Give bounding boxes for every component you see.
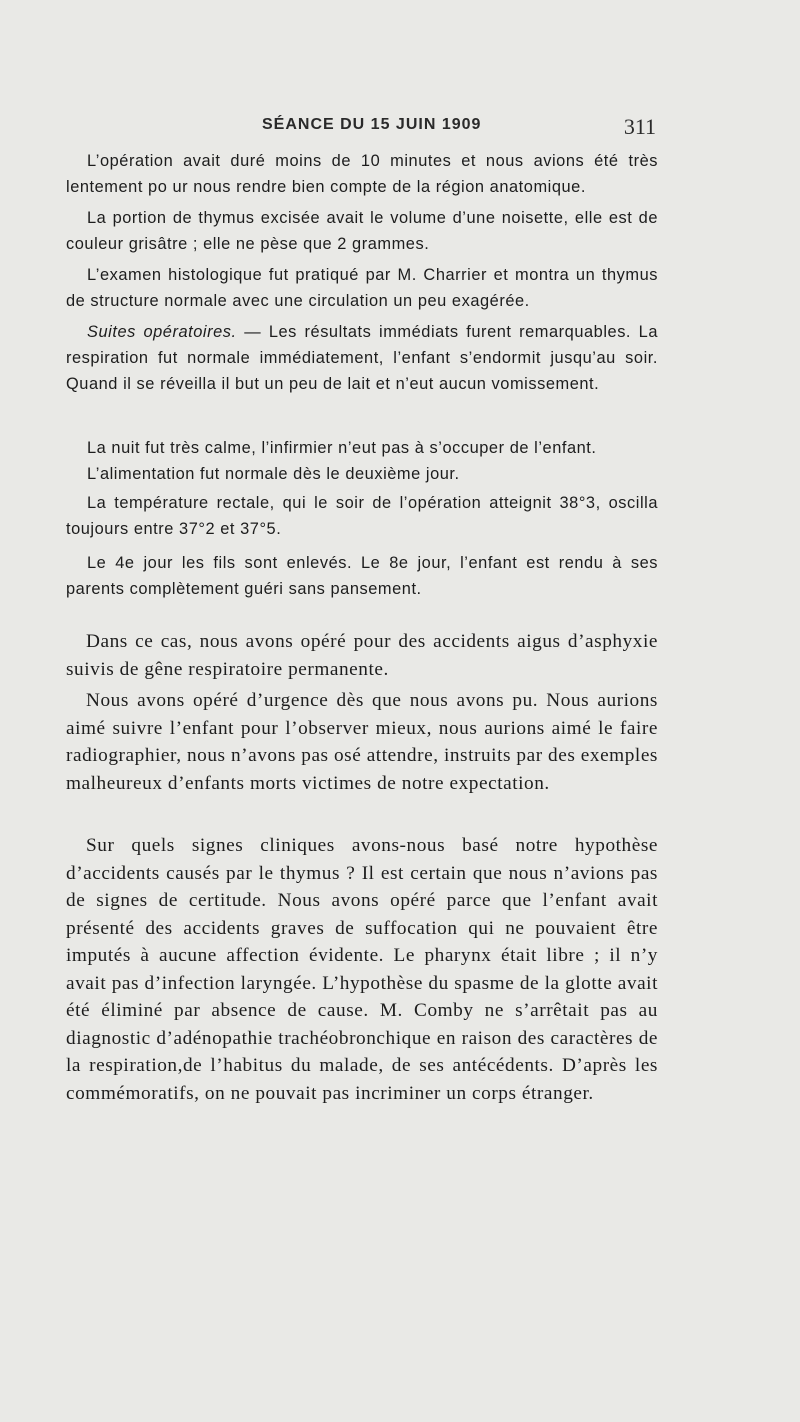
page-number: 311 xyxy=(623,114,656,139)
paragraph-postoperative xyxy=(66,319,658,398)
paragraph-histology: L’examen histologique fut pratiqué par M. Charrier et montra un thymus de structure normale avec une circulation un peu exagérée. xyxy=(66,266,658,311)
paragraph-stitches-removed: Le 4e jour les fils sont enlevés. Le 8e jour, l’enfant est rendu à ses parents complètement guéri sans pansement. xyxy=(66,554,658,599)
paragraph-feeding: L’alimentation fut normale dès le deuxième jour. xyxy=(87,465,460,483)
paragraph-thymus-excised: La portion de thymus excisée avait le volume d’une noisette, elle est de couleur grisâtre ; elle ne pèse que 2 grammes. xyxy=(66,209,658,254)
postoperative-heading: Suites opératoires. xyxy=(87,323,237,341)
paragraph-case-summary: Dans ce cas, nous avons opéré pour des accidents aigus d’asphyxie suivis de gêne respiratoire permanente. xyxy=(66,631,658,680)
paragraph-operation-duration: L’opération avait duré moins de 10 minutes et nous avions été très lentement po ur nous rendre bien compte de la région anatomique. xyxy=(66,152,658,197)
paragraph-urgency: Nous avons opéré d’urgence dès que nous avons pu. Nous aurions aimé suivre l’enfant pour l’observer mieux, nous aurions aimé le faire radiographier, nous n’avons pas osé attendre, instruits par des exemples malheureux d’enfants morts victimes de notre expectation. xyxy=(66,690,658,794)
header-title: SÉANCE DU 15 JUIN 1909 xyxy=(262,116,482,133)
paragraph-clinical-signs: Sur quels signes cliniques avons-nous basé notre hypothèse d’accidents causés par le thymus ? Il est certain que nous n’avions pas de signes de certitude. Nous avons opéré parce que l’enfant avait présenté des accidents graves de suffocation qui ne pouvaient être imputés à aucune affection évidente. Le pharynx était libre ; il n’y avait pas d’infection laryngée. L’hypothèse du spasme de la glotte avait été éliminé par absence de cause. M. Comby ne s’arrêtait pas au diagnostic d’adénopathie trachéobronchique en raison des caractères de la respiration,de l’habitus du malade, de ses antécédents. D’après les commémoratifs, on ne pouvait pas incriminer un corps étranger. xyxy=(66,835,658,1104)
paragraph-night: La nuit fut très calme, l’infirmier n’eut pas à s’occuper de l’enfant. xyxy=(87,439,597,457)
postoperative-text: — Les résultats immédiats furent remarquables. La respiration fut normale immédiatement, l’enfant s’endormit jusqu’au soir. Quand il se réveilla il but un peu de lait et n’eut aucun vomissement. xyxy=(66,323,658,394)
running-header xyxy=(66,114,656,142)
paragraph-temperature: La température rectale, qui le soir de l’opération atteignit 38°3, oscilla toujours entre 37°2 et 37°5. xyxy=(66,494,658,539)
